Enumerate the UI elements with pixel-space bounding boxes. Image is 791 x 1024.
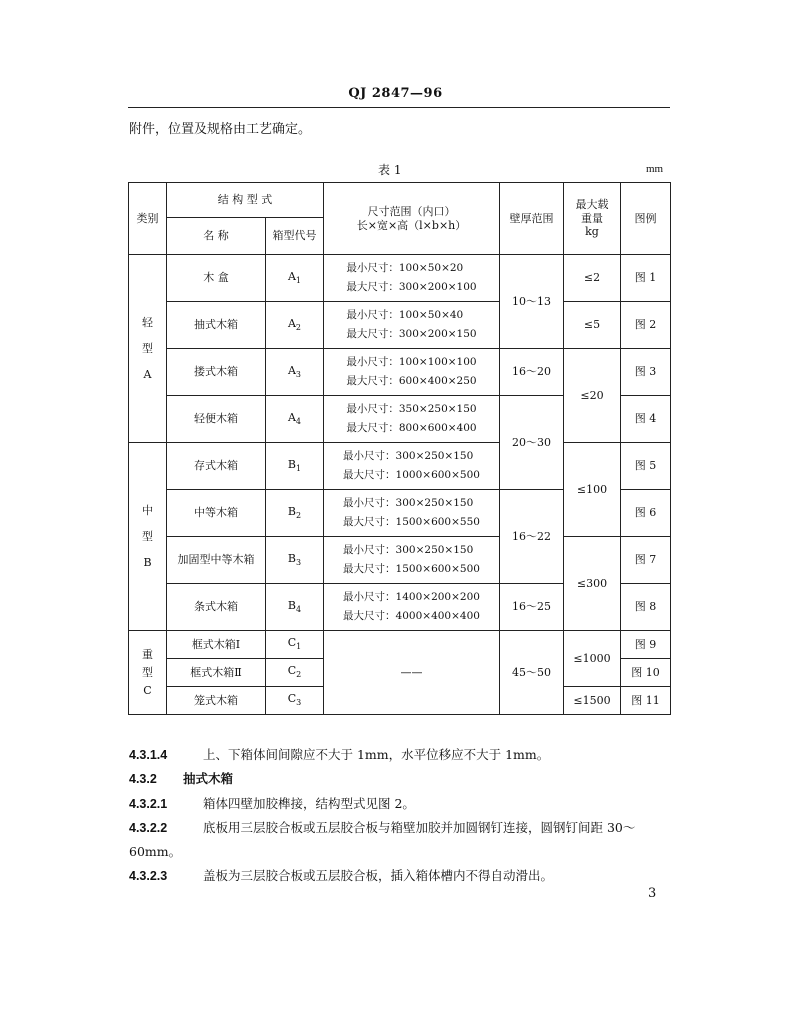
figure-ref: 图 5 xyxy=(621,443,671,490)
box-code: $B_3$ xyxy=(266,537,324,584)
header-code: 箱型代号 xyxy=(266,218,324,255)
section-title: 抽式木箱 xyxy=(183,771,234,786)
box-name: 框式木箱Ⅱ xyxy=(167,659,266,687)
table-row xyxy=(129,349,671,396)
max-load: ≤300 xyxy=(564,537,621,631)
header-max-load xyxy=(564,183,621,255)
clause-4-3-2-3 xyxy=(129,866,553,884)
max-size: 最大尺寸：300×200×100 xyxy=(346,281,477,293)
header-rule xyxy=(128,107,670,108)
clause-continuation xyxy=(129,842,181,860)
clause-number: 4.3.2.3 xyxy=(129,869,168,883)
clause-text: 箱体四壁加胶榫接，结构型式见图 2。 xyxy=(203,796,415,811)
box-name: 加固型中等木箱 xyxy=(167,537,266,584)
figure-ref: 图 8 xyxy=(621,584,671,631)
box-code: $C_2$ xyxy=(266,659,324,687)
box-code: $C_1$ xyxy=(266,631,324,659)
box-code: $A_2$ xyxy=(266,302,324,349)
max-load: ≤100 xyxy=(564,443,621,537)
box-code: $C_3$ xyxy=(266,687,324,715)
box-code: $B_2$ xyxy=(266,490,324,537)
intro-text: 附件，位置及规格由工艺确定。 xyxy=(129,122,312,137)
box-code: $A_4$ xyxy=(266,396,324,443)
figure-ref: 图 3 xyxy=(621,349,671,396)
size-range xyxy=(324,490,500,537)
min-size: 最小尺寸：1400×200×200 xyxy=(343,591,480,603)
min-size: 最小尺寸：100×50×20 xyxy=(346,262,464,274)
max-load: ≤5 xyxy=(564,302,621,349)
group-medium-char-2: 型 xyxy=(142,529,153,543)
figure-ref: 图 2 xyxy=(621,302,671,349)
standard-code-header: QJ 2847—96 xyxy=(348,86,443,101)
size-range xyxy=(324,443,500,490)
max-size: 最大尺寸：600×400×250 xyxy=(346,375,477,387)
clause-4-3-2-2 xyxy=(129,818,635,836)
group-heavy-char-1: 重 xyxy=(142,647,153,661)
figure-ref: 图 4 xyxy=(621,396,671,443)
size-range xyxy=(324,537,500,584)
group-label-light xyxy=(129,255,167,443)
size-range xyxy=(324,584,500,631)
size-formula-label: 长×宽×高（l×b×h） xyxy=(356,218,467,232)
table-row xyxy=(129,255,671,302)
box-name: 木 盒 xyxy=(167,255,266,302)
wall-thickness: 10～13 xyxy=(500,255,564,349)
box-code: $B_4$ xyxy=(266,584,324,631)
wall-thickness: 20～30 xyxy=(500,396,564,490)
group-heavy-char-3: C xyxy=(143,683,152,697)
box-name: 搂式木箱 xyxy=(167,349,266,396)
clause-number: 4.3.2.2 xyxy=(129,821,168,835)
figure-ref: 图 6 xyxy=(621,490,671,537)
size-range xyxy=(324,349,500,396)
wall-thickness: 16～22 xyxy=(500,490,564,584)
header-wall-thickness: 壁厚范围 xyxy=(500,183,564,255)
max-size: 最大尺寸：4000×400×400 xyxy=(343,610,480,622)
table-row xyxy=(129,537,671,584)
min-size: 最小尺寸：100×50×40 xyxy=(346,309,464,321)
table-caption: 表 1 xyxy=(378,163,402,177)
group-heavy-char-2: 型 xyxy=(142,665,153,679)
clause-text: 盖板为三层胶合板或五层胶合板，插入箱体槽内不得自动滑出。 xyxy=(203,868,554,883)
max-size: 最大尺寸：1000×600×500 xyxy=(343,469,480,481)
table-row xyxy=(129,302,671,349)
clause-number: 4.3.2 xyxy=(129,772,157,786)
figure-ref: 图 7 xyxy=(621,537,671,584)
max-size: 最大尺寸：300×200×150 xyxy=(346,328,477,340)
clause-4-3-2-1 xyxy=(129,794,415,812)
header-category: 类别 xyxy=(129,183,167,255)
box-name: 笼式木箱 xyxy=(167,687,266,715)
clause-4-3-2 xyxy=(129,769,233,787)
box-name: 轻便木箱 xyxy=(167,396,266,443)
wall-thickness: 16～25 xyxy=(500,584,564,631)
min-size: 最小尺寸：300×250×150 xyxy=(343,450,474,462)
group-light-char-2: 型 xyxy=(142,341,153,355)
clause-number: 4.3.1.4 xyxy=(129,748,168,762)
min-size: 最小尺寸：350×250×150 xyxy=(346,403,477,415)
clause-text: 底板用三层胶合板或五层胶合板与箱壁加胶并加圆钢钉连接，圆钢钉间距 30～ xyxy=(203,820,636,835)
clause-number: 4.3.2.1 xyxy=(129,797,168,811)
group-medium-char-3: B xyxy=(143,555,152,569)
figure-ref: 图 9 xyxy=(621,631,671,659)
group-light-char-1: 轻 xyxy=(142,315,153,329)
group-medium-char-1: 中 xyxy=(142,503,153,517)
max-load: ≤2 xyxy=(564,255,621,302)
size-range-none: —— xyxy=(324,631,500,715)
table-unit: mm xyxy=(646,163,664,175)
max-load: ≤20 xyxy=(564,349,621,443)
max-size: 最大尺寸：1500×600×550 xyxy=(343,516,480,528)
size-range xyxy=(324,396,500,443)
min-size: 最小尺寸：100×100×100 xyxy=(346,356,477,368)
figure-ref: 图 1 xyxy=(621,255,671,302)
wall-thickness: 45～50 xyxy=(500,631,564,715)
figure-ref: 图 10 xyxy=(621,659,671,687)
box-code: $A_1$ xyxy=(266,255,324,302)
max-load-label-1: 最大载 xyxy=(575,197,609,211)
max-load-unit: kg xyxy=(585,225,599,239)
table-row xyxy=(129,631,671,659)
box-code: $B_1$ xyxy=(266,443,324,490)
header-figure: 图例 xyxy=(621,183,671,255)
group-light-char-3: A xyxy=(143,367,152,381)
header-name: 名 称 xyxy=(167,218,266,255)
size-range xyxy=(324,302,500,349)
size-range xyxy=(324,255,500,302)
header-size-range xyxy=(324,183,500,255)
min-size: 最小尺寸：300×250×150 xyxy=(343,497,474,509)
clause-text: 60mm。 xyxy=(129,844,182,859)
box-name: 存式木箱 xyxy=(167,443,266,490)
box-code: $A_3$ xyxy=(266,349,324,396)
box-name: 抽式木箱 xyxy=(167,302,266,349)
clause-4-3-1-4 xyxy=(129,745,549,763)
box-type-table xyxy=(128,182,671,715)
max-load-label-2: 重量 xyxy=(581,211,603,225)
size-range-label: 尺寸范围（内口） xyxy=(367,204,456,218)
max-size: 最大尺寸：800×600×400 xyxy=(346,422,477,434)
box-name: 框式木箱Ⅰ xyxy=(167,631,266,659)
max-load: ≤1000 xyxy=(564,631,621,687)
box-name: 条式木箱 xyxy=(167,584,266,631)
group-label-heavy xyxy=(129,631,167,715)
min-size: 最小尺寸：300×250×150 xyxy=(343,544,474,556)
table-row xyxy=(129,443,671,490)
box-name: 中等木箱 xyxy=(167,490,266,537)
clause-text: 上、下箱体间间隙应不大于 1mm，水平位移应不大于 1mm。 xyxy=(203,747,550,762)
header-structure-form: 结 构 型 式 xyxy=(167,183,324,218)
page-number: 3 xyxy=(648,886,657,901)
wall-thickness: 16～20 xyxy=(500,349,564,396)
group-label-medium xyxy=(129,443,167,631)
max-load: ≤1500 xyxy=(564,687,621,715)
max-size: 最大尺寸：1500×600×500 xyxy=(343,563,480,575)
figure-ref: 图 11 xyxy=(621,687,671,715)
